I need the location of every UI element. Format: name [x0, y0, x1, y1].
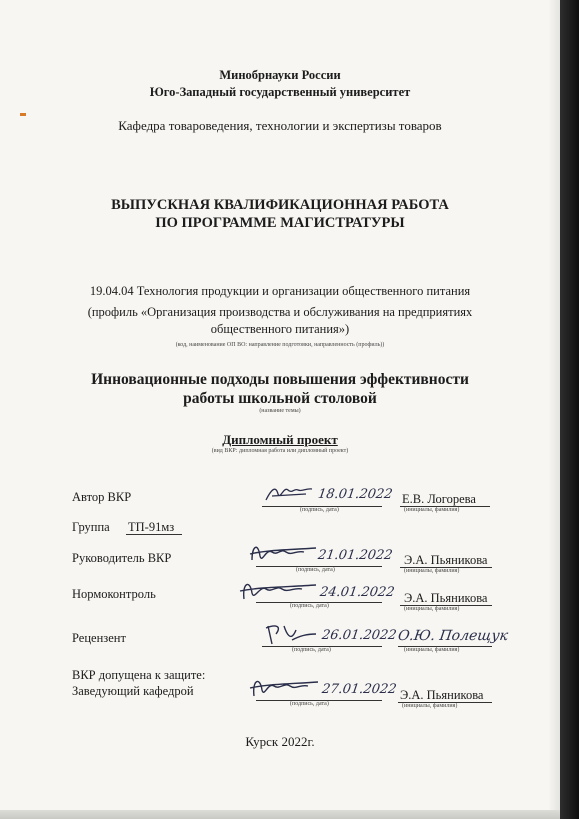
university-name: Юго-Западный государственный университет — [149, 85, 411, 99]
reviewer-name-caption: (инициалы, фамилия) — [404, 647, 460, 653]
topic-line1: Инновационные подходы повышения эффективности — [91, 371, 469, 388]
supervisor-signature — [246, 538, 322, 568]
page-edge-shadow — [548, 0, 560, 819]
program-caption: (код, наименование ОП ВО: направление подготовки, направленность (профиль)) — [175, 342, 385, 348]
supervisor-name-caption: (инициалы, фамилия) — [404, 568, 460, 574]
normcontrol-sig-caption: (подпись, дата) — [290, 603, 329, 609]
city-year: Курск 2022г. — [245, 734, 315, 749]
scan-border — [560, 0, 579, 819]
normcontrol-name: Э.А. Пьяникова — [404, 591, 488, 605]
program-profile-line1: (профиль «Организация производства и обслуживания на предприятиях — [87, 305, 473, 319]
reviewer-date: 26.01.2022 — [320, 628, 398, 643]
author-date: 18.01.2022 — [316, 487, 394, 502]
supervisor-name: Э.А. Пьяникова — [404, 553, 488, 567]
normcontrol-signature — [236, 575, 320, 605]
ministry-name: Минобрнауки России — [219, 68, 341, 82]
author-label: Автор ВКР — [72, 490, 132, 504]
document-title-line1: ВЫПУСКНАЯ КВАЛИФИКАЦИОННАЯ РАБОТА — [111, 197, 449, 213]
work-type: Дипломный проект — [222, 432, 338, 447]
reviewer-label: Рецензент — [72, 631, 126, 645]
work-type-caption: (вид ВКР: дипломная работа или дипломный проект) — [211, 448, 349, 454]
normcontrol-date: 24.01.2022 — [318, 585, 396, 600]
group-line — [126, 534, 182, 535]
admission-date: 27.01.2022 — [320, 682, 398, 697]
supervisor-date: 21.01.2022 — [316, 548, 394, 563]
page-marker — [20, 113, 26, 116]
supervisor-sig-caption: (подпись, дата) — [296, 567, 335, 573]
head-name-caption: (инициалы, фамилия) — [402, 703, 458, 709]
page-bottom-edge — [0, 810, 560, 819]
head-signature — [246, 672, 320, 702]
supervisor-label: Руководитель ВКР — [72, 551, 172, 565]
normcontrol-name-caption: (инициалы, фамилия) — [404, 606, 460, 612]
head-name: Э.А. Пьяникова — [400, 688, 484, 702]
author-sig-caption: (подпись, дата) — [300, 507, 339, 513]
author-signature — [262, 480, 322, 506]
author-name: Е.В. Логорева — [402, 492, 476, 506]
topic-caption: (название темы) — [259, 408, 301, 414]
reviewer-name: О.Ю. Полещук — [396, 628, 509, 644]
head-of-department-label: Заведующий кафедрой — [72, 684, 194, 698]
program-profile-line2: общественного питания») — [210, 322, 350, 336]
group-value: ТП-91мз — [128, 520, 175, 534]
reviewer-signature — [262, 618, 322, 648]
document-title-line2: ПО ПРОГРАММЕ МАГИСТРАТУРЫ — [155, 215, 405, 231]
program-code: 19.04.04 Технология продукции и организации общественного питания — [89, 284, 471, 298]
department-name: Кафедра товароведения, технологии и экспертизы товаров — [118, 118, 442, 133]
admission-sig-caption: (подпись, дата) — [290, 701, 329, 707]
reviewer-sig-caption: (подпись, дата) — [292, 647, 331, 653]
group-label: Группа — [72, 520, 110, 534]
admission-label: ВКР допущена к защите: — [72, 668, 206, 682]
normcontrol-label: Нормоконтроль — [72, 587, 156, 601]
topic-line2: работы школьной столовой — [183, 390, 377, 407]
author-name-caption: (инициалы, фамилия) — [404, 507, 460, 513]
